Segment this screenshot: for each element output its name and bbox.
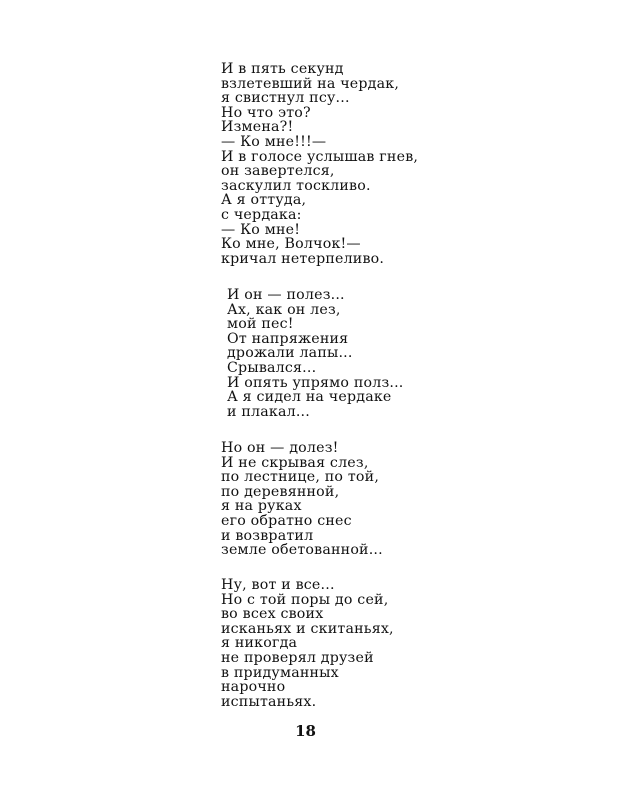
poem-line: Измена?!	[221, 119, 294, 136]
page-number: 18	[295, 722, 316, 740]
poem-line: его обратно снес	[221, 512, 352, 529]
poem-line: Ну, вот и все...	[221, 577, 335, 593]
poem-line: не проверял друзей	[221, 649, 374, 666]
poem-line: И опять упрямо полз...	[227, 374, 404, 391]
poem-line: Срывался...	[227, 359, 317, 376]
stanza-2	[227, 288, 404, 419]
poem-line: И он — полез...	[227, 287, 345, 303]
stanza-4	[221, 578, 394, 709]
poem-line: Ко мне, Волчок!—	[221, 236, 361, 253]
poem-line: я свистнул псу...	[221, 90, 350, 107]
poem-line: Но он — долез!	[221, 440, 339, 456]
poem-line: по лестнице, по той,	[221, 469, 380, 486]
poem-line: нарочно	[221, 679, 286, 696]
poem-line: И не скрывая слез,	[221, 454, 369, 471]
poem-line: он завертелся,	[221, 163, 335, 180]
poem-line: — Ко мне!	[221, 221, 301, 238]
poem-line: во всех своих	[221, 606, 324, 623]
poem-line: заскулил тоскливо.	[221, 177, 371, 194]
poem-line: по деревянной,	[221, 483, 340, 500]
poem-line: я на руках	[221, 498, 302, 515]
poem-line: Ах, как он лез,	[227, 301, 341, 318]
stanza-3	[221, 441, 383, 558]
poem-line: мой пес!	[227, 316, 294, 333]
poem-line: взлетевший на чердак,	[221, 75, 400, 92]
poem-line: с чердака:	[221, 206, 302, 223]
poem-line: исканьях и скитаньях,	[221, 620, 394, 637]
poem-line: От напряжения	[227, 330, 349, 347]
poem-line: Но с той поры до сей,	[221, 591, 389, 608]
stanza-1	[221, 62, 418, 266]
poem-line: Но что это?	[221, 104, 311, 121]
poem-line: земле обетованной...	[221, 542, 383, 559]
poem-line: А я сидел на чердаке	[227, 389, 392, 406]
poem-line: испытаньях.	[221, 693, 317, 710]
poem-line: и возвратил	[221, 527, 314, 544]
poem-line: кричал нетерпеливо.	[221, 250, 385, 267]
poem-line: я никогда	[221, 635, 298, 652]
poem-line: И в пять секунд	[221, 61, 344, 77]
poem-line: дрожали лапы...	[227, 345, 353, 362]
poem-line: — Ко мне!!!—	[221, 133, 327, 150]
poem-line: А я оттуда,	[221, 192, 307, 209]
poem-line: И в голосе услышав гнев,	[221, 148, 419, 165]
poem-line: и плакал...	[227, 403, 310, 420]
poem-line: в придуманных	[221, 664, 339, 681]
